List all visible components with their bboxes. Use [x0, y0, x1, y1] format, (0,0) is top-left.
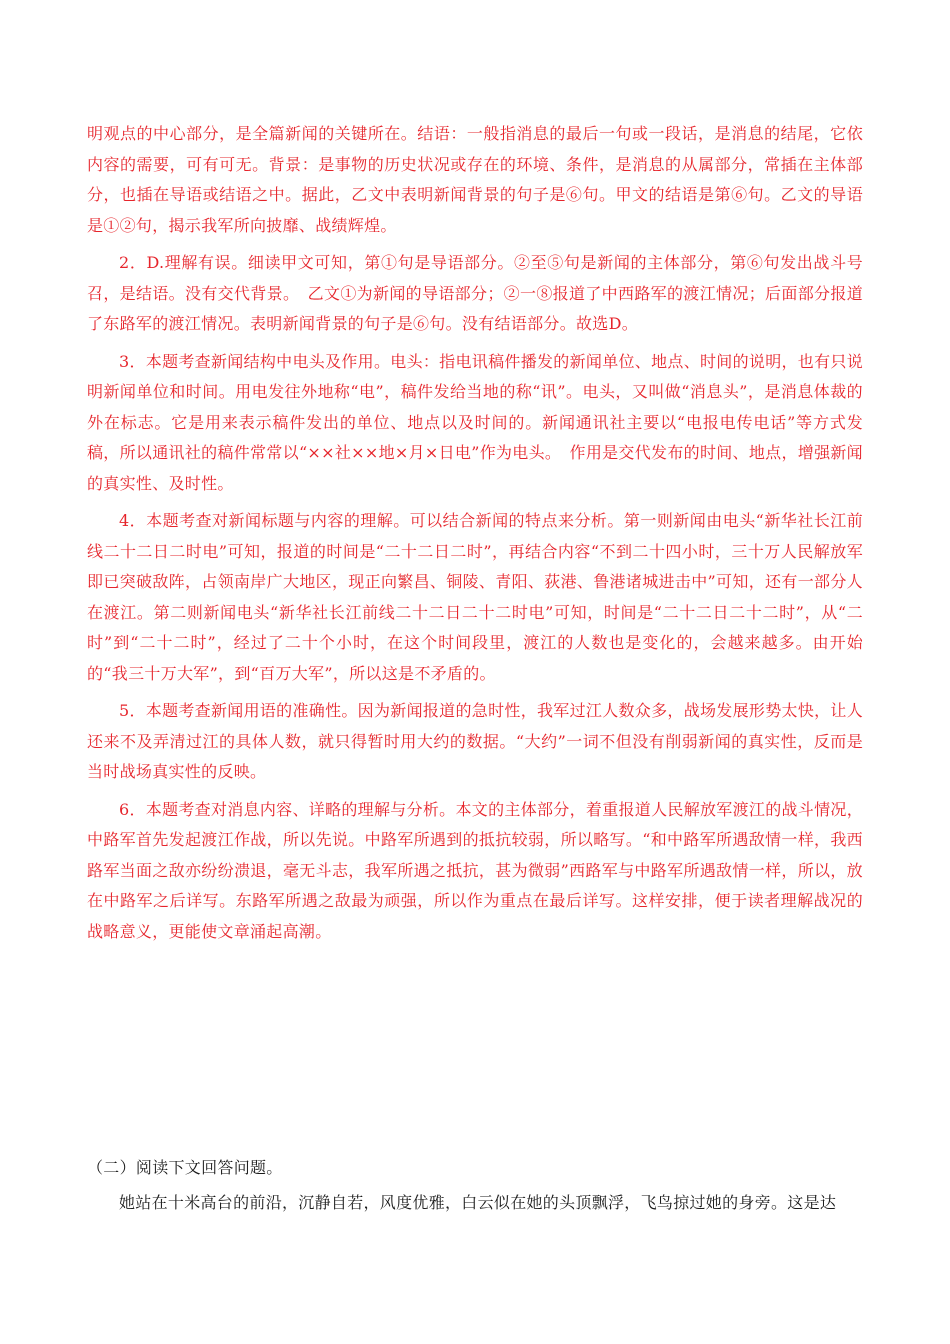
answer-4: 4．本题考查对新闻标题与内容的理解。可以结合新闻的特点来分析。第一则新闻由电头“新华社长江前线二十二日二时电”可知，报道的时间是“二十二日二时”，再结合内容“不到二十四小时，三十万人民解放军即已突破敌阵，占领南岸广大地区，现正向繁昌、铜陵、青阳、荻港、鲁港诸城进击中”可知，还有一部分人在渡江。第二则新闻电头“新华社长江前线二十二日二十二时电”可知，时间是“二十二日二十二时”，从“二时”到“二十二时”，经过了二十个小时，在这个时间段里，渡江的人数也是变化的，会越来越多。由开始的“我三十万大军”，到“百万大军”，所以这是不矛盾的。	[87, 511, 863, 683]
answer-explanations	[87, 119, 863, 954]
answer-2: 2．D.理解有误。细读甲文可知，第①句是导语部分。②至⑤句是新闻的主体部分，第⑥句发出战斗号召，是结语。没有交代背景。 乙文①为新闻的导语部分；②一⑧报道了中西路军的渡江情况；后面部分报道了东路军的渡江情况。表明新闻背景的句子是⑥句。没有结语部分。故选D。	[87, 253, 863, 333]
answer-3: 3．本题考查新闻结构中电头及作用。电头：指电讯稿件播发的新闻单位、地点、时间的说明，也有只说明新闻单位和时间。用电发往外地称“电”，稿件发给当地的称“讯”。电头，又叫做“消息头”，是消息体裁的外在标志。它是用来表示稿件发出的单位、地点以及时间的。新闻通讯社主要以“电报电传电话”等方式发稿，所以通讯社的稿件常常以“××社××地×月×日电”作为电头。 作用是交代发布的时间、地点，增强新闻的真实性、及时性。	[87, 351, 863, 493]
reading-section	[87, 1153, 863, 1218]
answer-6: 6．本题考查对消息内容、详略的理解与分析。本文的主体部分，着重报道人民解放军渡江的战斗情况，中路军首先发起渡江作战，所以先说。中路军所遇到的抵抗较弱，所以略写。“和中路军所遇敌情一样，我西路军当面之敌亦纷纷溃退，毫无斗志，我军所遇之抵抗，甚为微弱”西路军与中路军所遇敌情一样，所以，放在中路军之后详写。东路军所遇之敌最为顽强，所以作为重点在最后详写。这样安排，便于读者理解战况的战略意义，更能使文章涌起高潮。	[87, 799, 863, 941]
answer-5: 5．本题考查新闻用语的准确性。因为新闻报道的急时性，我军过江人数众多，战场发展形势太快，让人还来不及弄清过江的具体人数，就只得暂时用大约的数据。“大约”一词不但没有削弱新闻的真实性，反而是当时战场真实性的反映。	[87, 701, 863, 781]
reading-passage: 她站在十米高台的前沿，沉静自若，风度优雅，白云似在她的头顶飘浮，飞鸟掠过她的身旁。这是达	[119, 1192, 837, 1212]
answer-1-continuation: 明观点的中心部分，是全篇新闻的关键所在。结语：一般指消息的最后一句或一段话，是消息的结尾，它依内容的需要，可有可无。背景：是事物的历史状况或存在的环境、条件，是消息的从属部分，常插在主体部分，也插在导语或结语之中。据此，乙文中表明新闻背景的句子是⑥句。甲文的结语是第⑥句。乙文的导语是①②句，揭示我军所向披靡、战绩辉煌。	[87, 124, 863, 235]
section-heading: （二）阅读下文回答问题。	[87, 1158, 283, 1177]
